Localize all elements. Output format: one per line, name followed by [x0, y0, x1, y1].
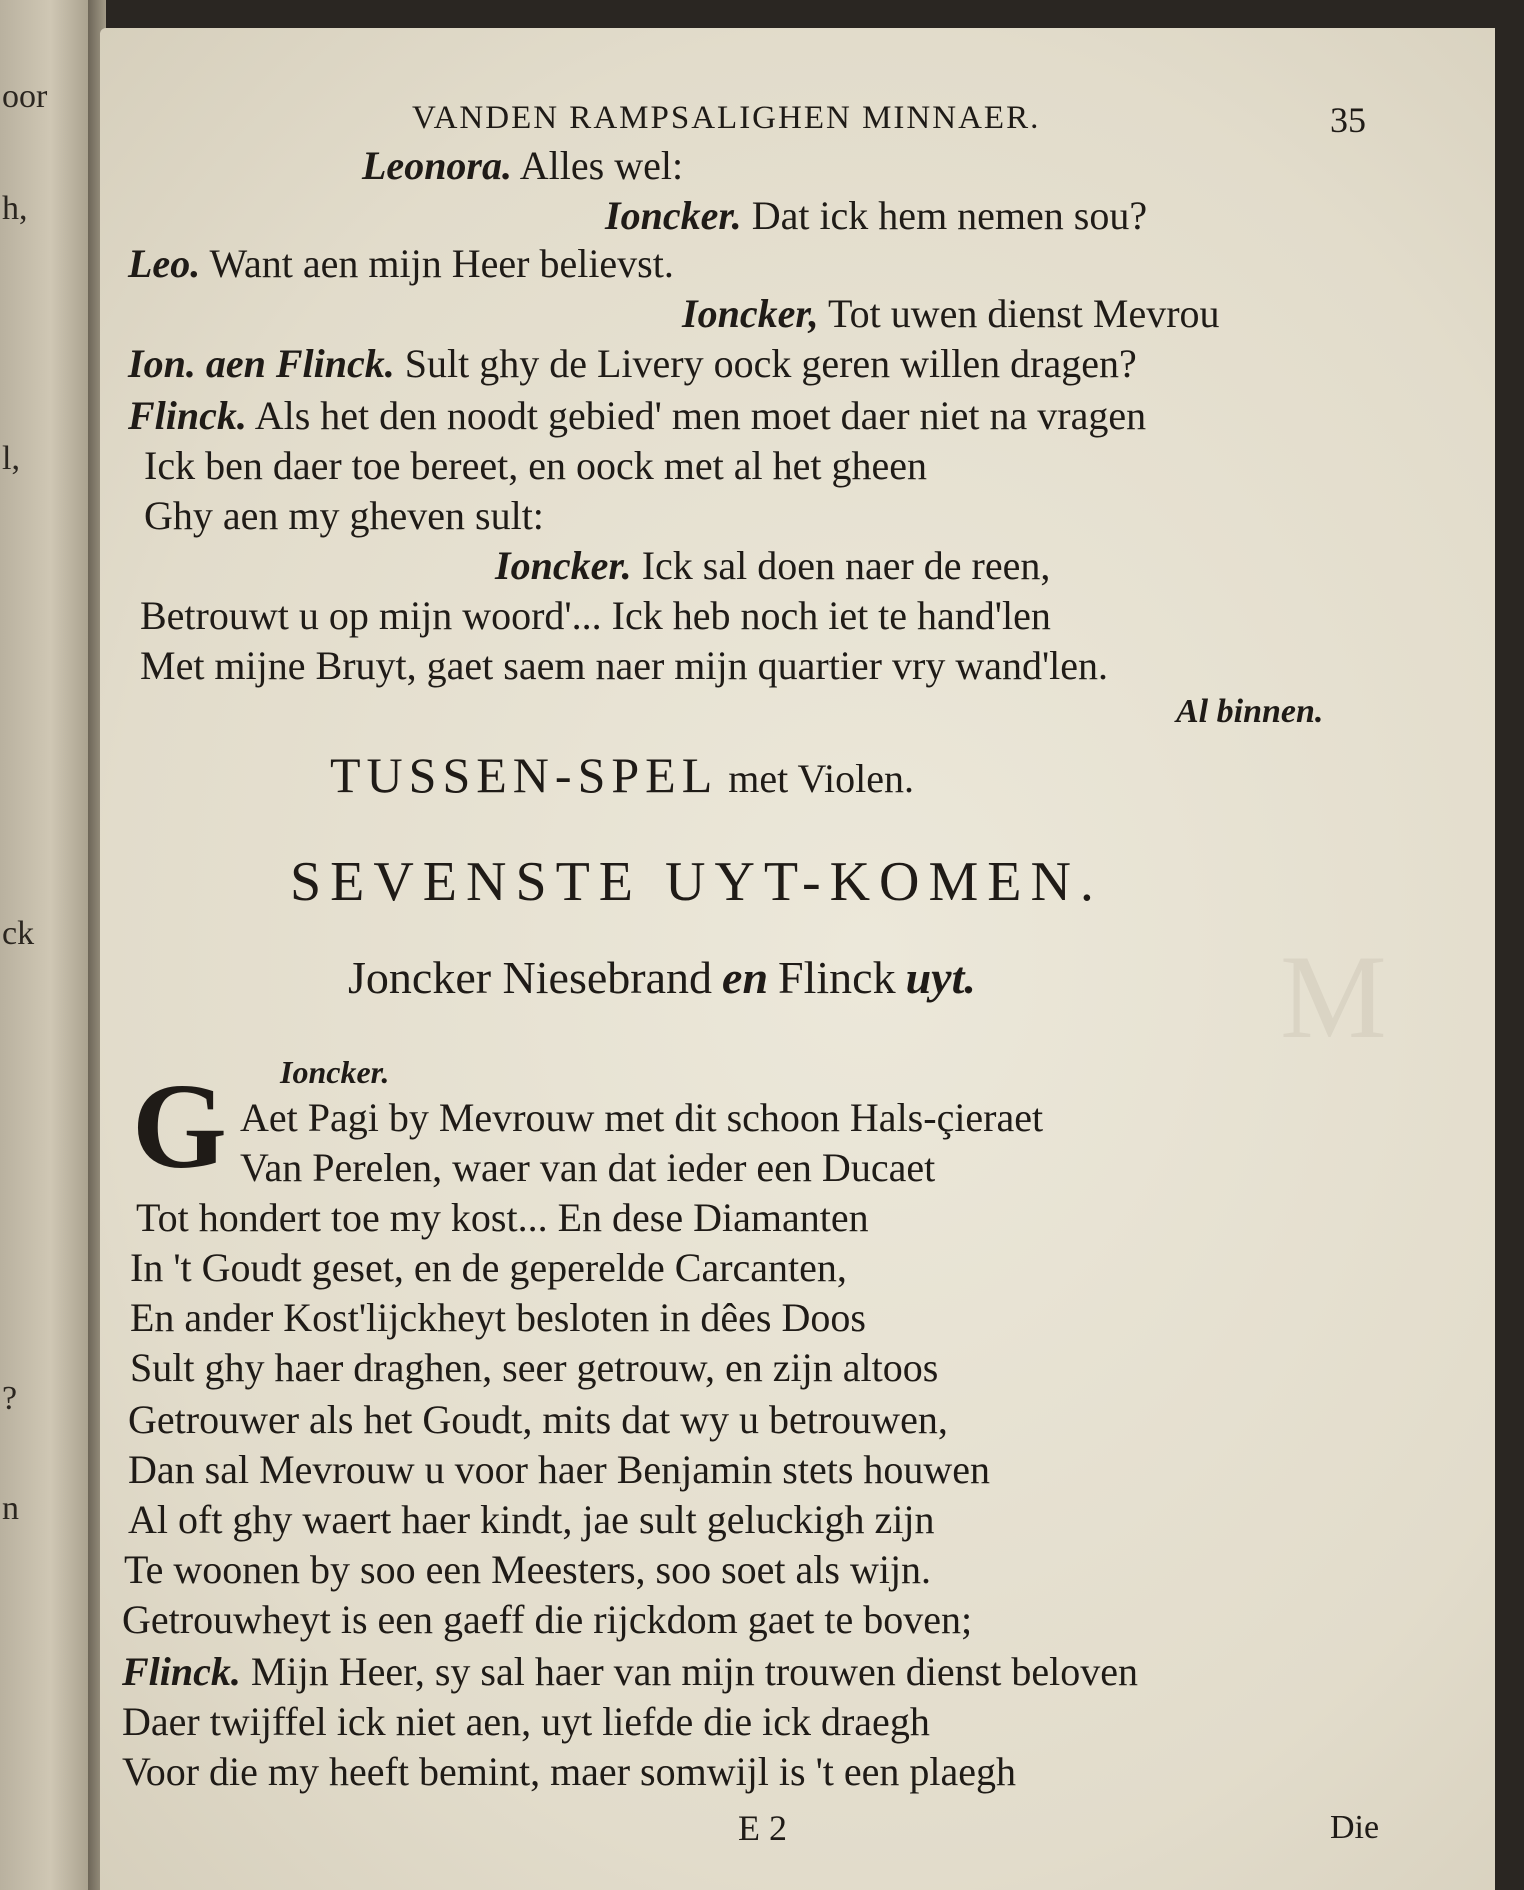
- verse-line: [128, 392, 1146, 440]
- entrance-names: Flinck: [778, 952, 896, 1003]
- verse-line: [136, 1194, 869, 1242]
- verse-text: Sult ghy de Livery oock geren willen dragen?: [404, 341, 1137, 386]
- entrance-names: Joncker Niesebrand: [348, 952, 713, 1003]
- verse-text: Te woonen by soo een Meesters, soo soet als wijn.: [124, 1547, 932, 1592]
- verse-line: [362, 142, 683, 190]
- verse-text: Sult ghy haer draghen, seer getrouw, en zijn altoos: [130, 1345, 939, 1390]
- book-page: [100, 28, 1495, 1890]
- facing-page-fragment: ?: [2, 1380, 18, 1417]
- speaker-label: Ioncker,: [682, 291, 819, 336]
- verse-line: [128, 240, 674, 288]
- verse-text: En ander Kost'lijckheyt besloten in dêes Doos: [130, 1295, 866, 1340]
- verse-text: Al oft ghy waert haer kindt, jae sult geluckigh zijn: [128, 1497, 935, 1542]
- entrance-connector: en: [722, 952, 769, 1003]
- verse-line: [682, 290, 1220, 338]
- interlude-subtitle: met Violen.: [728, 756, 914, 801]
- verse-text: Tot uwen dienst Mevrou: [827, 291, 1220, 336]
- verse-text: Tot hondert toe my kost... En dese Diamanten: [136, 1195, 869, 1240]
- facing-page-fragment: ck: [2, 915, 35, 952]
- speaker-label: Leonora.: [362, 143, 512, 188]
- verse-text: Met mijne Bruyt, gaet saem naer mijn quartier vry wand'len.: [140, 643, 1109, 688]
- speaker-label: Ioncker.: [280, 1054, 390, 1090]
- verse-text: In 't Goudt geset, en de geperelde Carcanten,: [130, 1245, 847, 1290]
- speaker-label: Ioncker.: [495, 543, 632, 588]
- speaker-label: Leo.: [128, 241, 201, 286]
- verse-text: Voor die my heeft bemint, maer somwijl is 't een plaegh: [122, 1749, 1017, 1794]
- speaker-label: Flinck.: [128, 393, 247, 438]
- verse-line: [495, 542, 1050, 590]
- verse-line: [124, 1546, 931, 1594]
- verse-text: Getrouwer als het Goudt, mits dat wy u betrouwen,: [128, 1397, 948, 1442]
- verse-text: Mijn Heer, sy sal haer van mijn trouwen dienst beloven: [250, 1649, 1138, 1694]
- verse-line: [128, 340, 1137, 388]
- facing-page-fragment: h,: [2, 190, 28, 227]
- entrance-line: [348, 946, 976, 1012]
- verse-line: [122, 1698, 930, 1746]
- verse-line: [122, 1748, 1016, 1796]
- verse-text: Alles wel:: [519, 143, 684, 188]
- entrance-exit-word: uyt.: [905, 952, 976, 1003]
- act-title: SEVENSTE UYT-KOMEN.: [290, 851, 1103, 913]
- speaker-label: Ioncker.: [605, 193, 742, 238]
- verse-line: [130, 1294, 866, 1342]
- facing-page-fragment: l,: [2, 440, 20, 477]
- speaker-label: Flinck.: [122, 1649, 241, 1694]
- facing-page-fragment: oor: [2, 78, 48, 115]
- verse-line: [144, 492, 544, 540]
- verse-text: Aet Pagi by Mevrouw met dit schoon Hals-çieraet: [240, 1095, 1044, 1140]
- verse-line: [128, 1396, 948, 1444]
- verse-line: [130, 1244, 847, 1292]
- drop-cap: G: [132, 1059, 227, 1194]
- verse-text: Getrouwheyt is een gaeff die rijckdom gaet te boven;: [122, 1597, 973, 1642]
- stage-direction: Al binnen.: [1176, 693, 1324, 730]
- running-head: VANDEN RAMPSALIGHEN MINNAER.: [412, 100, 1041, 136]
- interlude-heading: [330, 740, 914, 814]
- catchword: Die: [1330, 1809, 1380, 1846]
- verse-text: Als het den noodt gebied' men moet daer niet na vragen: [254, 393, 1147, 438]
- page-number: 35: [1330, 100, 1366, 140]
- facing-page-fragment: n: [2, 1490, 19, 1527]
- verse-text: Van Perelen, waer van dat ieder een Ducaet: [240, 1145, 936, 1190]
- verse-line: [128, 1446, 990, 1494]
- verse-text: Betrouwt u op mijn woord'... Ick heb noch iet te hand'len: [140, 593, 1051, 638]
- verse-line: [240, 1144, 935, 1192]
- signature-mark: E 2: [738, 1808, 787, 1848]
- verse-line: [130, 1344, 938, 1392]
- facing-page: [0, 0, 92, 1890]
- verse-text: Daer twijffel ick niet aen, uyt liefde die ick draegh: [122, 1699, 930, 1744]
- interlude-title: TUSSEN-SPEL: [330, 747, 719, 803]
- verse-line: [240, 1094, 1043, 1142]
- verse-text: Ghy aen my gheven sult:: [144, 493, 544, 538]
- verse-text: Dan sal Mevrouw u voor haer Benjamin stets houwen: [128, 1447, 991, 1492]
- verse-line: [605, 192, 1147, 240]
- verse-text: Ick sal doen naer de reen,: [641, 543, 1051, 588]
- verse-line: [122, 1596, 972, 1644]
- speaker-label: Ion. aen Flinck.: [128, 341, 395, 386]
- verse-text: Want aen mijn Heer believst.: [209, 241, 674, 286]
- bleed-through-shadow: M: [1280, 930, 1387, 1063]
- verse-text: Dat ick hem nemen sou?: [751, 193, 1148, 238]
- verse-line: [144, 442, 927, 490]
- verse-text: Ick ben daer toe bereet, en oock met al het gheen: [144, 443, 927, 488]
- verse-line: [140, 642, 1108, 690]
- verse-line: [140, 592, 1051, 640]
- verse-line: [128, 1496, 934, 1544]
- verse-line: [122, 1648, 1138, 1696]
